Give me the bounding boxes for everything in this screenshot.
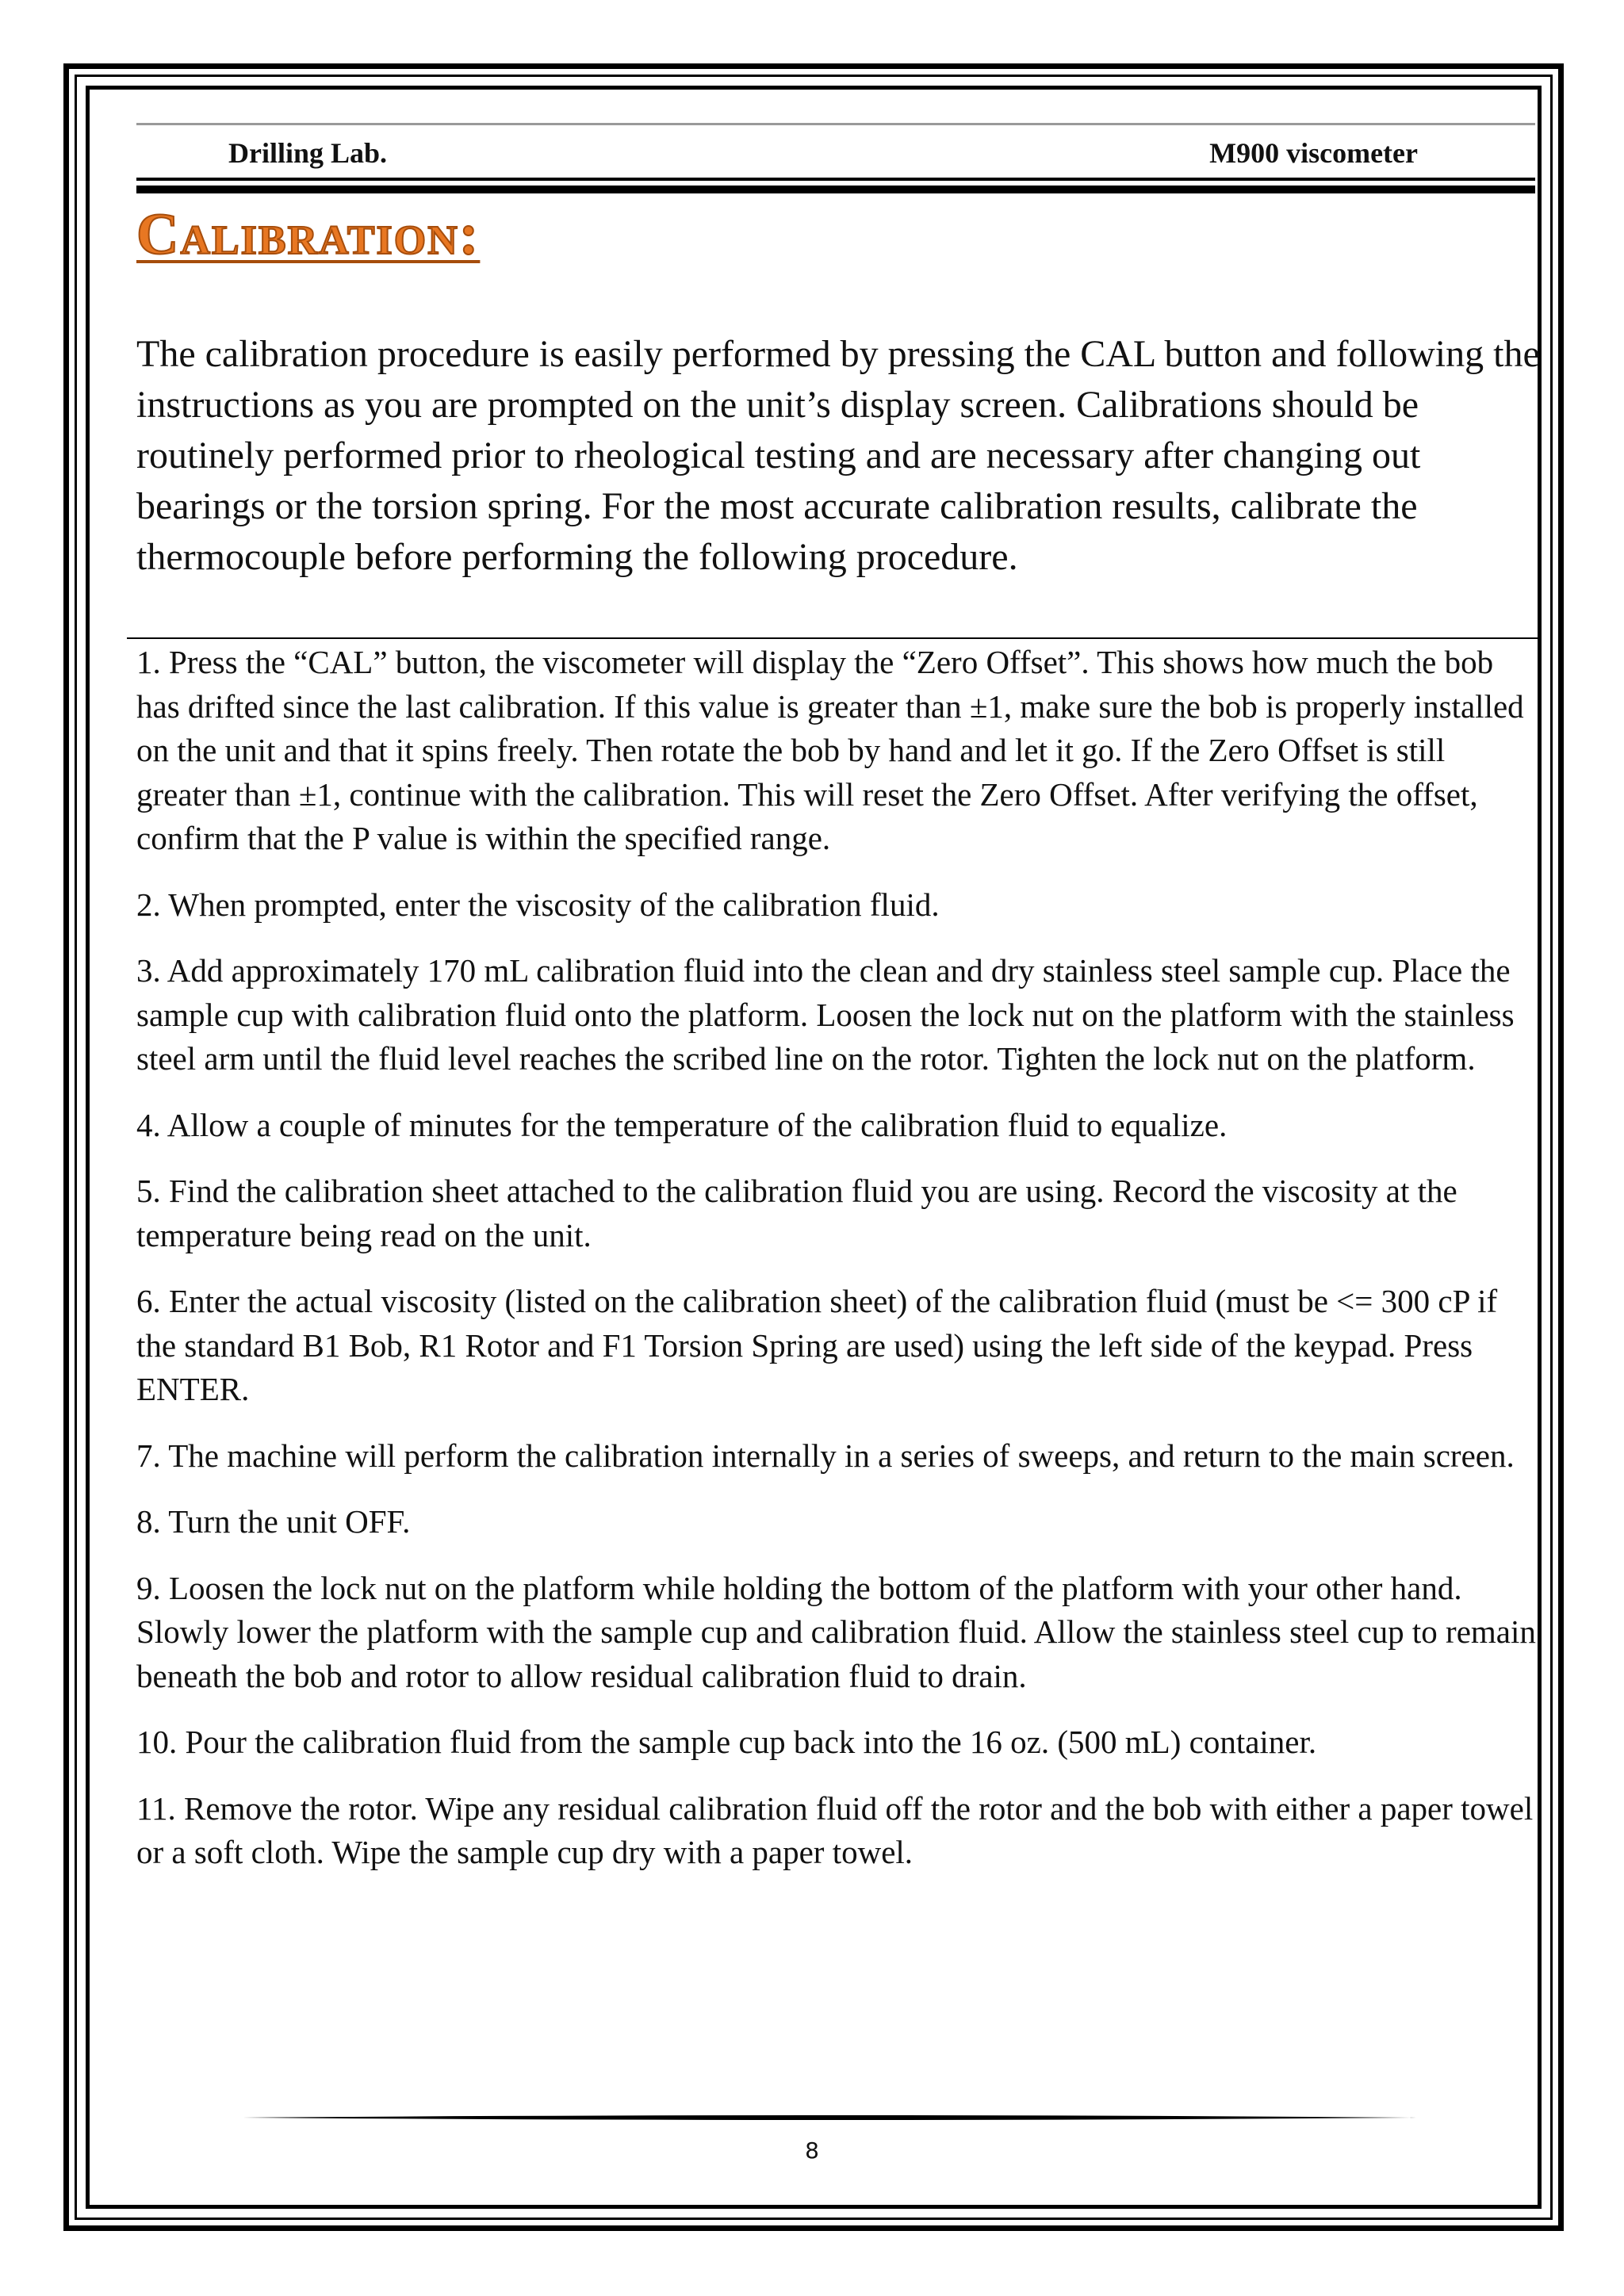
running-header-right: M900 viscometer (1209, 137, 1418, 169)
step-item: 4. Allow a couple of minutes for the temperature of the calibration fluid to equalize. (136, 1106, 1228, 1143)
intro-paragraph: The calibration procedure is easily performed by pressing the CAL button and following the instructions as you are prompted on the unit’s display screen. Calibrations should be routinely performed prior to rheological testing and are necessary after changing out bearings or the torsion spring. For the most accurate calibration results, calibrate the thermocouple before performing the following procedure. (136, 333, 1540, 578)
step-item: 2. When prompted, enter the viscosity of the calibration fluid. (136, 886, 940, 923)
intro-divider (127, 637, 1540, 639)
page-number: 8 (805, 2137, 819, 2164)
header-rule-thin (136, 178, 1535, 181)
header-rule-thick (136, 186, 1535, 193)
step-item: 10. Pour the calibration fluid from the sample cup back into the 16 oz. (500 mL) container. (136, 1724, 1317, 1760)
footer-ornament-rule (243, 2114, 1416, 2122)
step-item: 6. Enter the actual viscosity (listed on the calibration sheet) of the calibration fluid (must be <= 300 cP if the standard B1 Bob, R1 Rotor and F1 Torsion Spring are used) using the left side of the keypad. Press ENTER. (136, 1283, 1498, 1407)
step-item: 5. Find the calibration sheet attached to the calibration fluid you are using. Record the viscosity at the temperature being read on the unit. (136, 1173, 1457, 1253)
step-item: 9. Loosen the lock nut on the platform while holding the bottom of the platform with your other hand. Slowly lower the platform with the sample cup and calibration fluid. Allow the stainless steel cup to remain beneath the bob and rotor to allow residual calibration fluid to drain. (136, 1569, 1536, 1694)
calibration-steps (136, 641, 1542, 1897)
step-item: 8. Turn the unit OFF. (136, 1503, 411, 1540)
step-item: 3. Add approximately 170 mL calibration fluid into the clean and dry stainless steel sample cup. Place the sample cup with calibration fluid onto the platform. Loosen the lock nut on the platform with the stainless steel arm until the fluid level reaches the scribed line on the rotor. Tighten the lock nut on the platform. (136, 952, 1515, 1077)
step-item: 7. The machine will perform the calibration internally in a series of sweeps, and return to the main screen. (136, 1437, 1515, 1474)
running-header-left: Drilling Lab. (228, 137, 388, 169)
section-title: Calibration: (136, 202, 481, 267)
step-item: 11. Remove the rotor. Wipe any residual calibration fluid off the rotor and the bob with either a paper towel or a soft cloth. Wipe the sample cup dry with a paper towel. (136, 1789, 1534, 1870)
step-item: 1. Press the “CAL” button, the viscometer will display the “Zero Offset”. This shows how much the bob has drifted since the last calibration. If this value is greater than ±1, make sure the bob is properly installed on the unit and that it spins freely. Then rotate the bob by hand and let it go. If the Zero Offset is still greater than ±1, continue with the calibration. This will reset the Zero Offset. After verifying the offset, confirm that the P value is within the specified range. (136, 644, 1524, 856)
header-top-rule (136, 123, 1535, 125)
